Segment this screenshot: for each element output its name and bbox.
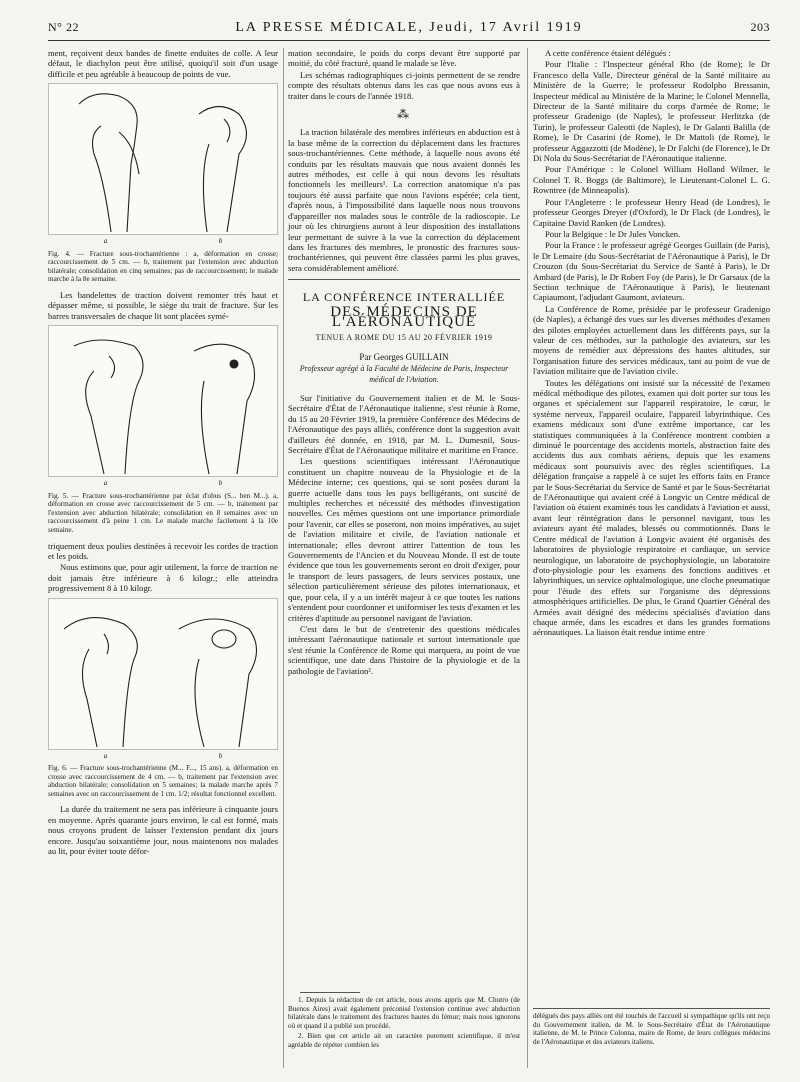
column-divider-2 [527, 48, 528, 1068]
delegation-belgium: Pour la Belgique : le Dr Jules Voncken. [545, 228, 681, 239]
figure-6 [48, 598, 278, 750]
paragraph: C'est dans le but de s'entretenir des questions médicales intéressant l'aéronautique nationale et surtout internationale que s'est réunie la Conférence de Rome qui marquera, au point de vue scientifique, une date dans l'histoire de la physiologie et de la pathologie de l'aviation². [288, 623, 520, 676]
figure-5-caption: Fig. 5. — Fracture sous-trochantérienne par éclat d'obus (S... ben M...). a, déformation en crosse avec raccourcissement de 5 cm. — b, traitement par l'extension avec abduction bilatérale; consolidation en 8 semaines avec un raccourcissement d'à peine 1 cm. Le malade marche facilement à la 10e semaine. [48, 491, 278, 534]
article-rule [288, 279, 520, 280]
footnote-rule [300, 992, 360, 993]
footnotes-col3 [533, 1012, 770, 1048]
figure-5-label-b: b [218, 479, 223, 488]
figure-5-drawing [49, 326, 277, 476]
paragraph: ment, reçoivent deux bandes de finette enduites de colle. A leur défaut, le diachylon peut être utilisé, quoiqu'il soit d'un usage difficile et peu agréable à beaucoup de points de vue. [48, 48, 278, 79]
paragraph: La Conférence de Rome, présidée par le professeur Gradenigo (de Naples), a échangé des vues sur les diverses méthodes d'examen des pilotes employées actuellement dans les différents pays, sur la valeur de ces méthodes, sur la pathologie des aviateurs, sur les moyens de remédier aux dépressions des hautes altitudes, sur l'organisation future des services médicaux, tant au point de vue de l'aviation militaire que de l'aviation civile. [533, 303, 770, 377]
article-title-line-2: DES MÉDECINS DE L'AÉRONAUTIQUE [330, 303, 478, 330]
delegation-america: Pour l'Amérique : le Colonel William Holland Wilmer, le Colonel T. R. Boggs (de Baltimore), le Lieutenant-Colonel L. G. Rowntree (de Minneapolis). [533, 164, 770, 196]
figure-6-caption: Fig. 6. — Fracture sous-trochantérienne (M... F..., 15 ans). a, déformation en crosse avec raccourcissement de 4 cm. — b, traitement par l'extension avec abduction bilatérale; consolidation en 5 semaines; la malade marche après 7 semaines avec un raccourcissement de 1 cm. 1/2; résultat fonctionnel excellent. [48, 764, 278, 798]
column-3 [533, 48, 770, 639]
paragraph: Toutes les délégations ont insisté sur la nécessité de l'examen médical méthodique des pilotes, examen qui doit porter sur tous les organes et spécialement sur l'appareil respiratoire, le cœur, le système nerveux, l'appareil oculaire, l'appareil labyrinthique. Ces examens médicaux sont d'une extrême importance, car les statistiques communiquées à la Conférence montrent combien a diminué le pourcentage des accidents mortels, abstraction faite des accidents dus aux combats aériens, depuis que les examens médicaux sont poursuivis avec des règles scientifiques. La délégation française a rappelé à ce sujet les efforts faits en France par le Sous-Secrétariat du Service de Santé et par le Sous-Secrétariat de l'Aéronautique qui avaient créé à Longvic un Centre médical de l'aviation où étaient examinés tous les candidats à l'aviation et aussi, avant leur réintégration dans le personnel navigant, tous les aviateurs ayant été malades, blessés ou commotionnés. Dans le Centre médical de l'aviation à Longvic avaient été organisés des laboratoires de physiologie respiratoire et cardiaque, un service neurologique, un laboratoire de psychophysiologie, un laboratoire d'oto-physiologie pour les examens des fonctions auditives et labyrinthiques, un service ophtalmologique, une cloche pneumatique pour l'étude des effets sur l'organisme des dépressions atmosphériques artificielles. De plus, le Grand Quartier Général des Armées avait désigné des médecins spécialisés d'aviation dans chaque armée, dans les escadres et dans les grandes formations aéronautiques. La liaison était rendue intime entre [533, 377, 770, 638]
issue-number: N° 22 [48, 20, 79, 34]
delegation-italy: Pour l'Italie : l'Inspecteur général Rho (de Rome); le Dr Francesco della Valle, Directeur général de la Santé militaire au Ministère de la Guerre; le professeur Rodolpho Bressanin, Inspecteur médical au Ministère de la Marine; le Colonel Mennella, Directeur de la Santé militaire du corps d'armée de Rome; le professeur Gradenigo (de Naples), le professeur Herlitzka (de Turin), le professeur Galeotti (de Naples), le Dr Galanti Balilla (de Rome), le Dr Casarini (de Rome), le Dr Mattoli (de Rome), le professeur Aggazzotti (de Modène), le Dr Falchi (de Florence), le Dr Di Nola du Sous-Secrétariat de l'Aéronautique italienne. [533, 59, 770, 164]
paragraph: La traction bilatérale des membres inférieurs en abduction est à la base même de la correction du déplacement dans les fractures sous-trochantériennes. Cette méthode, à laquelle nous avons été conduits par les résultats mauvais que nous avaient donnés les autres méthodes, est celle à qui nous devons les résultats fonctionnels les meilleurs¹. La correction anatomique n'a pas toujours été aussi parfaite que nous l'avions espérée; cela tient, d'après nous, à l'impossibilité dans laquelle nous nous trouvons d'appareiller nos malades sous le contrôle de la radioscopie. Le jour où les chirurgiens auront à leur disposition des installations leur permettant de suivre à la vue la correction du déplacement dans les fractures des membres, le pronostic des fractures sous-trochantériennes, qui peuvent être classées parmi les plus graves, sera considérablement amélioré. [288, 127, 520, 273]
paragraph: Les questions scientifiques intéressant l'Aéronautique constituent un chapitre nouveau de la Physiologie et de la Médecine interne; ces questions, qui se sont posées durant la guerre actuelle dans tous les pays belligérants, ont suscité de multiples recherches et nécessité des méthodes d'investigation nouvelles. Ces mêmes questions ont une importance primordiale pour l'avenir, car elles se poseront, non moins impératives, au sujet de l'aviation militaire et civile, de l'aviation nationale et internationale; elles devront attirer l'attention de tous les Gouvernements de l'Ancien et du Nouveau Monde. Il est de toute évidence que tous les gouvernements seront en droit d'exiger, pour le transport de leurs passagers, de leurs services postaux, une sélection particulièrement sérieuse des pilotes internationaux, et que, pour cela, il y a un intérêt majeur à ce que toutes les nations s'entendent pour coordonner et uniformiser les tests d'examen et les critères d'aptitude au personnel navigant de l'aviation. [288, 456, 520, 623]
figure-6-drawing [49, 599, 277, 749]
footnote-2: 2. Bien que cet article ait un caractère purement scientifique, il m'est agréable de répéter combien les [288, 1032, 520, 1049]
article-affiliation: Professeur agrégé à la Faculté de Médecine de Paris, Inspecteur médical de l'Aviation. [299, 364, 509, 384]
article-subtitle: TENUE A ROME DU 15 AU 20 FÉVRIER 1919 [315, 333, 493, 343]
article-byline: Par Georges GUILLAIN [359, 351, 449, 362]
paragraph: triquement deux poulies destinées à recevoir les cordes de traction et les poids. [48, 540, 278, 561]
figure-4-label-b: b [218, 237, 223, 246]
delegation-france: Pour la France : le professeur agrégé Georges Guillain (de Paris), le Dr Lemaire (du Sous-Secrétariat de l'Aéronautique à Paris), le Dr Crouzon (du Sous-Secrétariat du Service de Santé à Paris), le Dr Ambard (de Paris), le Dr Robert Foy (de Paris), le Dr Garsaux (de la Section technique de l'Aéronautique à Paris), le lieutenant Capiaumont, l'adjudant Gaumont, aviateurs. [533, 240, 770, 303]
page-number: 203 [750, 20, 770, 34]
section-stars: ⁂ [397, 107, 411, 122]
column-divider-1 [283, 48, 284, 1068]
figure-6-label-a: a [103, 751, 108, 760]
paragraph: mation secondaire, le poids du corps devant être supporté par moitié, du côté fracturé, quand le malade se lève. [288, 48, 520, 69]
journal-title: LA PRESSE MÉDICALE, Jeudi, 17 Avril 1919 [235, 20, 583, 35]
figure-5-label-a: a [103, 479, 108, 488]
footnote-rule-col3 [533, 1008, 770, 1009]
article-title-line-1: LA CONFÉRENCE INTERALLIÉE [302, 290, 506, 305]
figure-4 [48, 83, 278, 235]
figure-6-label-b: b [218, 751, 223, 760]
paragraph: Les schémas radiographiques ci-joints permettent de se rendre compte des résultats obtenus dans les cas que nous avons eus à traiter dans le cours de l'année 1918. [288, 69, 520, 101]
delegation-england: Pour l'Angleterre : le professeur Henry Head (de Londres), le professeur Georges Dreyer (d'Oxford), le Dr Flack (de Londres), le Capitaine David Ranken (de Londres). [533, 196, 770, 228]
paragraph: A cette conférence étaient délégués : [545, 48, 671, 58]
header-rule [48, 40, 770, 41]
figure-5 [48, 325, 278, 477]
paragraph: Sur l'initiative du Gouvernement italien et de M. le Sous-Secrétaire d'État de l'Aéronautique italienne, s'est réunie à Rome, du 15 au 20 Février 1919, la première Conférence des Médecins de l'Aéronautique des pays alliés, conférence dont la suggestion avait d'ailleurs été donnée, en 1918, par M. L. Dumesnil, Sous-Secrétaire d'État de l'Aéronautique militaire et maritime en France. [288, 392, 520, 455]
footnote-1: 1. Depuis la rédaction de cet article, nous avons appris que M. Chutro (de Buenos Aires) avait également préconisé l'extension continue avec abduction bilatérale dans le traitement des fractures hautes du fémur; mais nous ignorons où et quand il a publié son procédé. [288, 996, 520, 1030]
footnote-continuation: délégués des pays alliés ont été touchés de l'accueil si sympathique qu'ils ont reçu du Gouvernement italien, de M. le Sous-Secrétaire d'État de l'Aéronautique italienne, de M. le Prince Colonna, maire de Rome, de leurs collègues médecins de l'Aéronautique et des aviateurs italiens. [533, 1012, 770, 1046]
column-1 [48, 48, 278, 857]
paragraph: La durée du traitement ne sera pas inférieure à cinquante jours en moyenne. Après quarante jours environ, le cal est formé, mais nous croyons prudent de laisser l'extension pendant dix jours encore. Jusqu'au soixantième jour, nous maintenons nos malades au lit, pour éviter toute défor- [48, 804, 278, 857]
paragraph: Nous estimons que, pour agir utilement, la force de traction ne doit jamais être inférieure à 6 kilogr.; elle atteindra progressivement 8 à 10 kilogr. [48, 562, 278, 594]
footnotes-col2 [288, 996, 520, 1052]
column-2 [288, 48, 520, 677]
figure-4-caption: Fig. 4. — Fracture sous-trochantérienne : a, déformation en crosse; raccourcissement de 5 cm. — b, traitement par l'extension avec abduction bilatérale; consolidation en cinq semaines; pas de raccourcissement; le malade marche à la 8e semaine. [48, 249, 278, 284]
figure-4-drawing [49, 84, 277, 234]
paragraph: Les bandelettes de traction doivent remonter très haut et dépasser même, si possible, le siège du trait de fracture. Sur les barres transversales de chaque lit sont placées symé- [48, 290, 278, 321]
figure-4-label-a: a [103, 237, 108, 246]
page-header [48, 20, 770, 38]
